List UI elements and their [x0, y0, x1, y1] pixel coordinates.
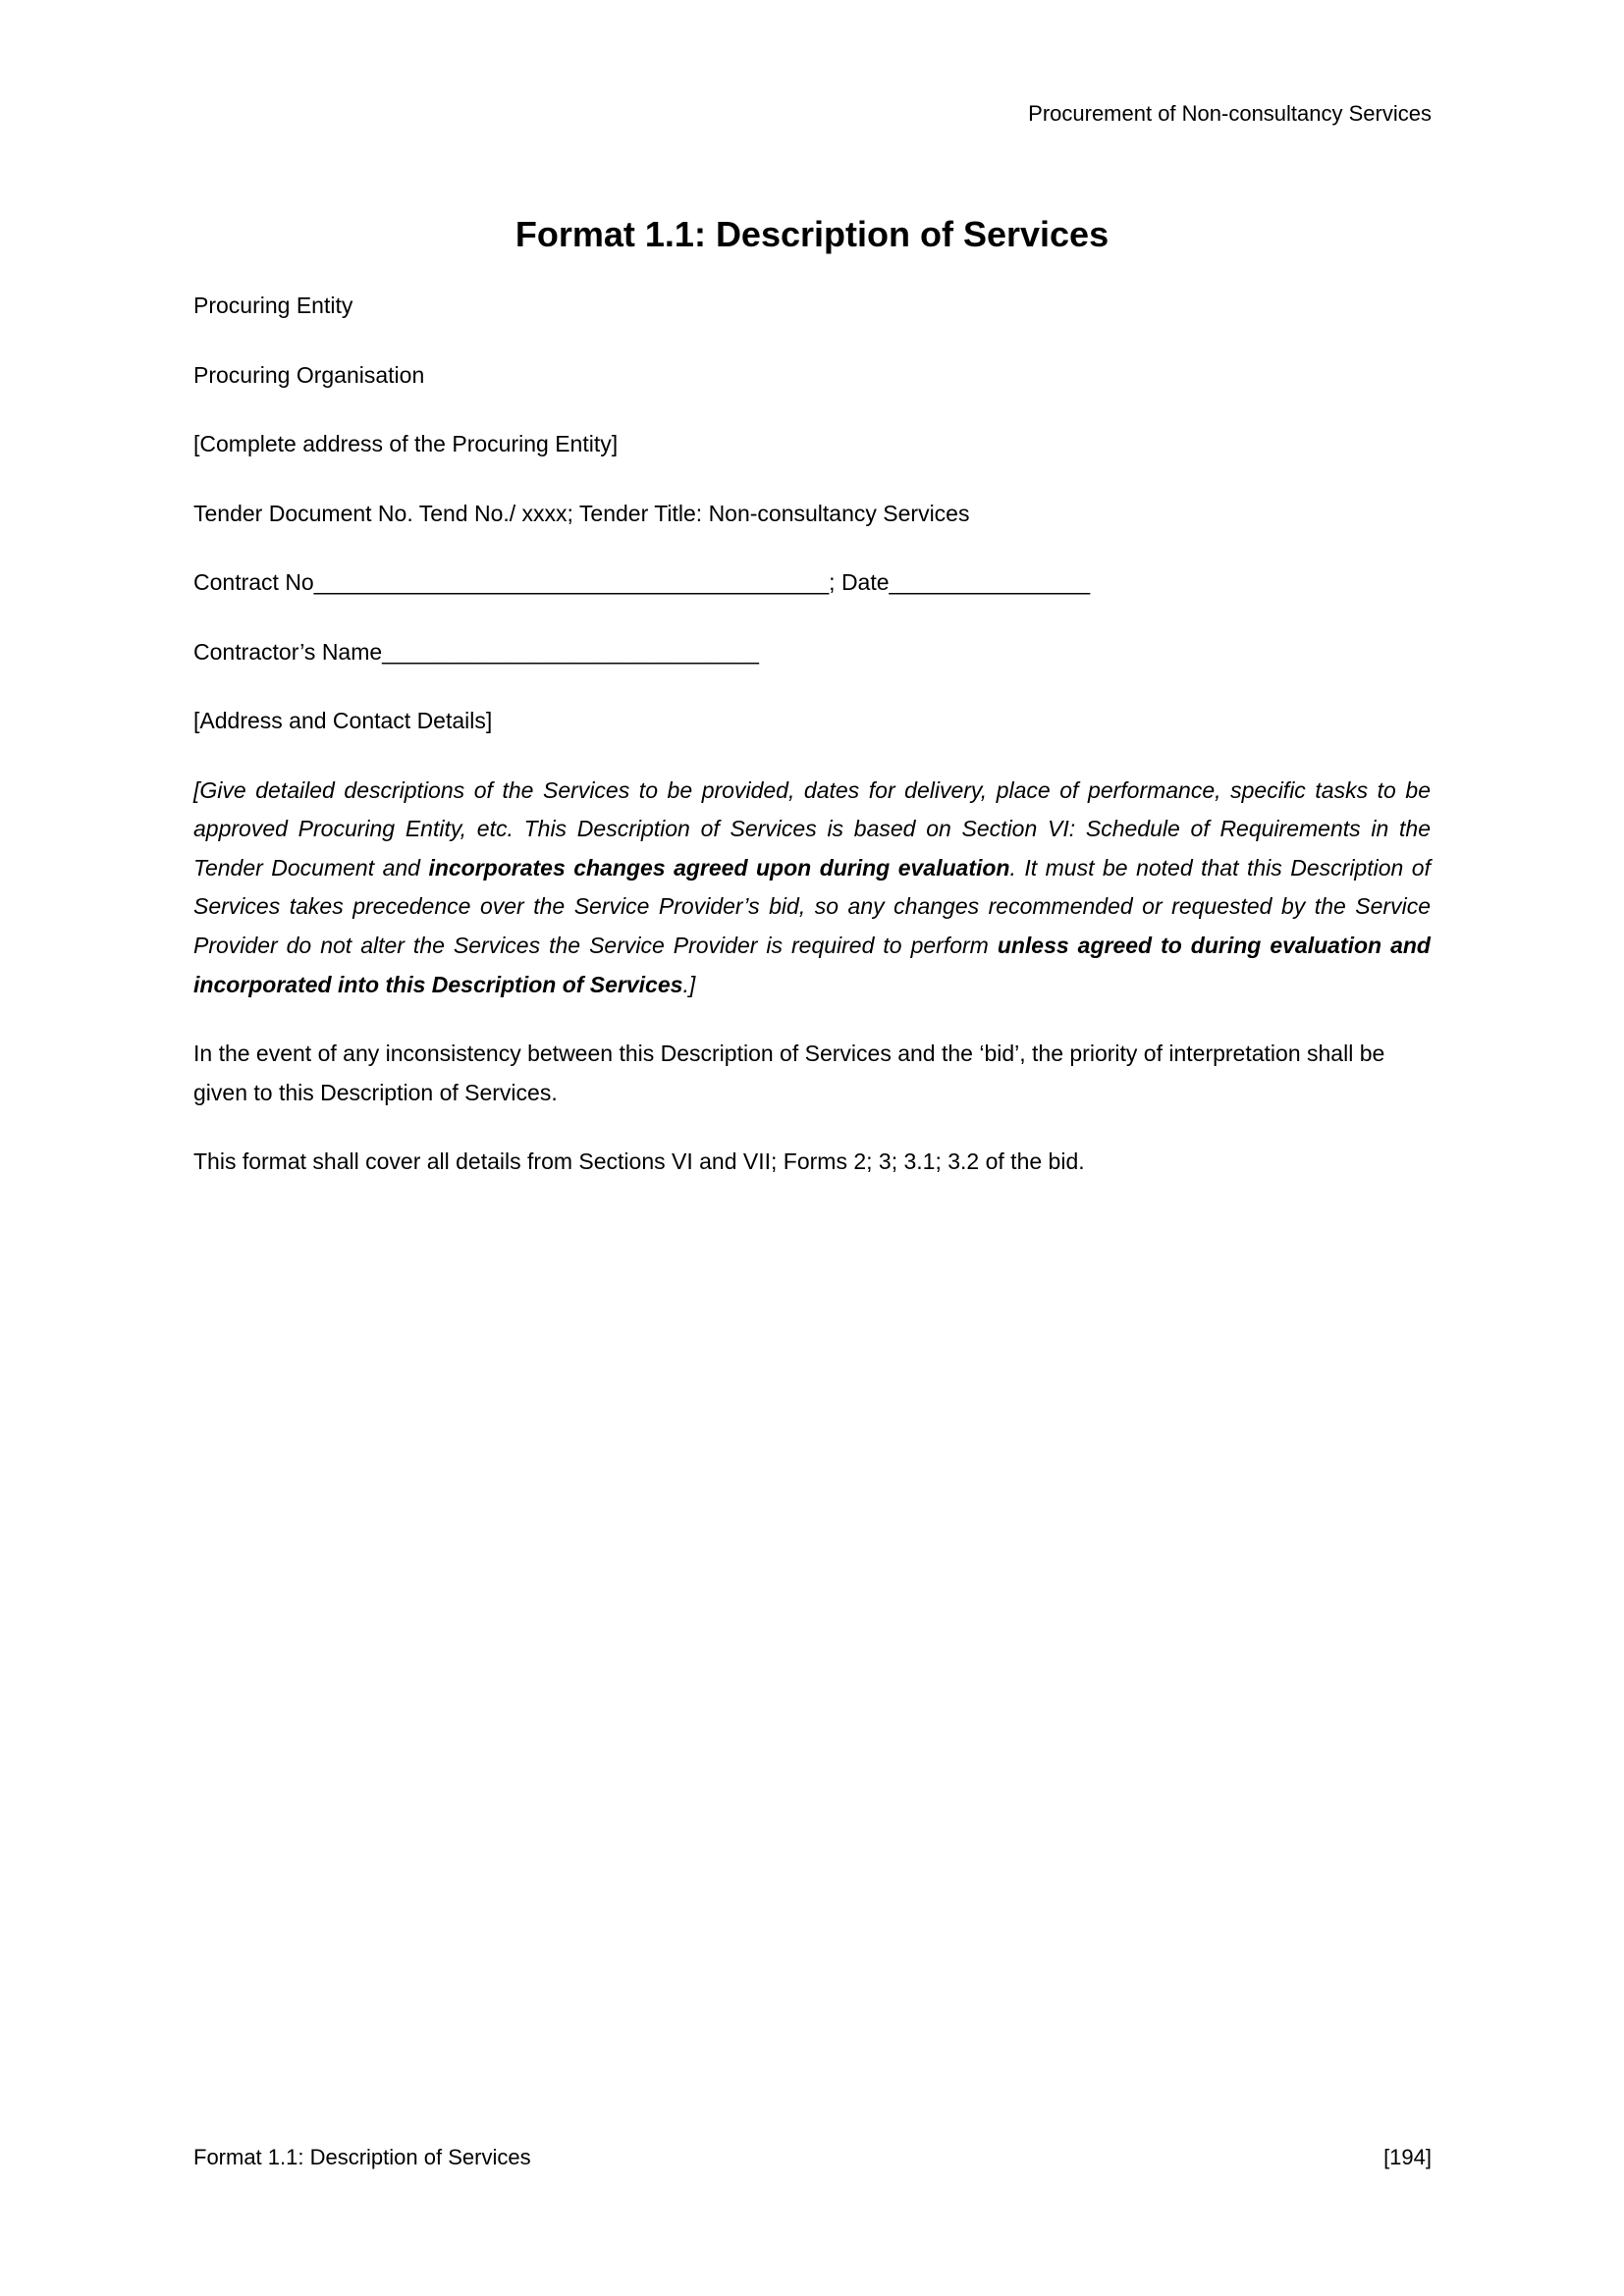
page-number: [194]	[1383, 2145, 1432, 2169]
document-title: Format 1.1: Description of Services	[514, 214, 1110, 254]
footer-title: Format 1.1: Description of Services	[193, 2145, 531, 2169]
contact-details-line: [Address and Contact Details]	[193, 708, 493, 734]
procuring-organisation-line: Procuring Organisation	[193, 361, 425, 388]
contract-no-blank: _________________________________________	[313, 569, 830, 596]
date-label: ; Date	[829, 569, 890, 596]
contractor-name-line	[193, 633, 1431, 672]
services-description-instructions: [Give detailed descriptions of the Services to be provided, dates for delivery, place of performance, specific tasks to be approved Procuring Entity, etc. This Description of Services is based on Section VI: Schedule of Requirements in the Tender Document and incorporates changes agreed upon during evaluation. It must be noted that this Description of Services takes precedence over the Service Provider’s bid, so any changes recommended or requested by the Service Provider do not alter the Services the Service Provider is required to perform unless agreed to during evaluation and incorporated into this Description of Services.]	[193, 776, 1431, 997]
page-footer	[193, 2145, 1432, 2170]
header-text: Procurement of Non-consultancy Services	[1028, 101, 1432, 126]
date-blank: ________________	[889, 569, 1091, 596]
contract-date-line	[193, 563, 1431, 603]
procuring-entity-line: Procuring Entity	[193, 293, 353, 318]
tender-document-line: Tender Document No. Tend No./ xxxx; Tender Title: Non-consultancy Services	[193, 500, 970, 526]
document-body	[193, 287, 1431, 1212]
contractor-name-label: Contractor’s Name	[193, 638, 383, 665]
address-placeholder-line: [Complete address of the Procuring Entity]	[193, 431, 619, 457]
contract-no-label: Contract No	[193, 569, 314, 596]
coverage-paragraph: This format shall cover all details from Sections VI and VII; Forms 2; 3; 3.1; 3.2 of the bid.	[193, 1148, 1085, 1175]
inconsistency-paragraph: In the event of any inconsistency between this Description of Services and the ‘bid’, the priority of interpretation shall be given to this Description of Services.	[193, 1041, 1385, 1105]
contractor-name-blank: ______________________________	[382, 638, 759, 665]
page-header	[193, 101, 1432, 127]
